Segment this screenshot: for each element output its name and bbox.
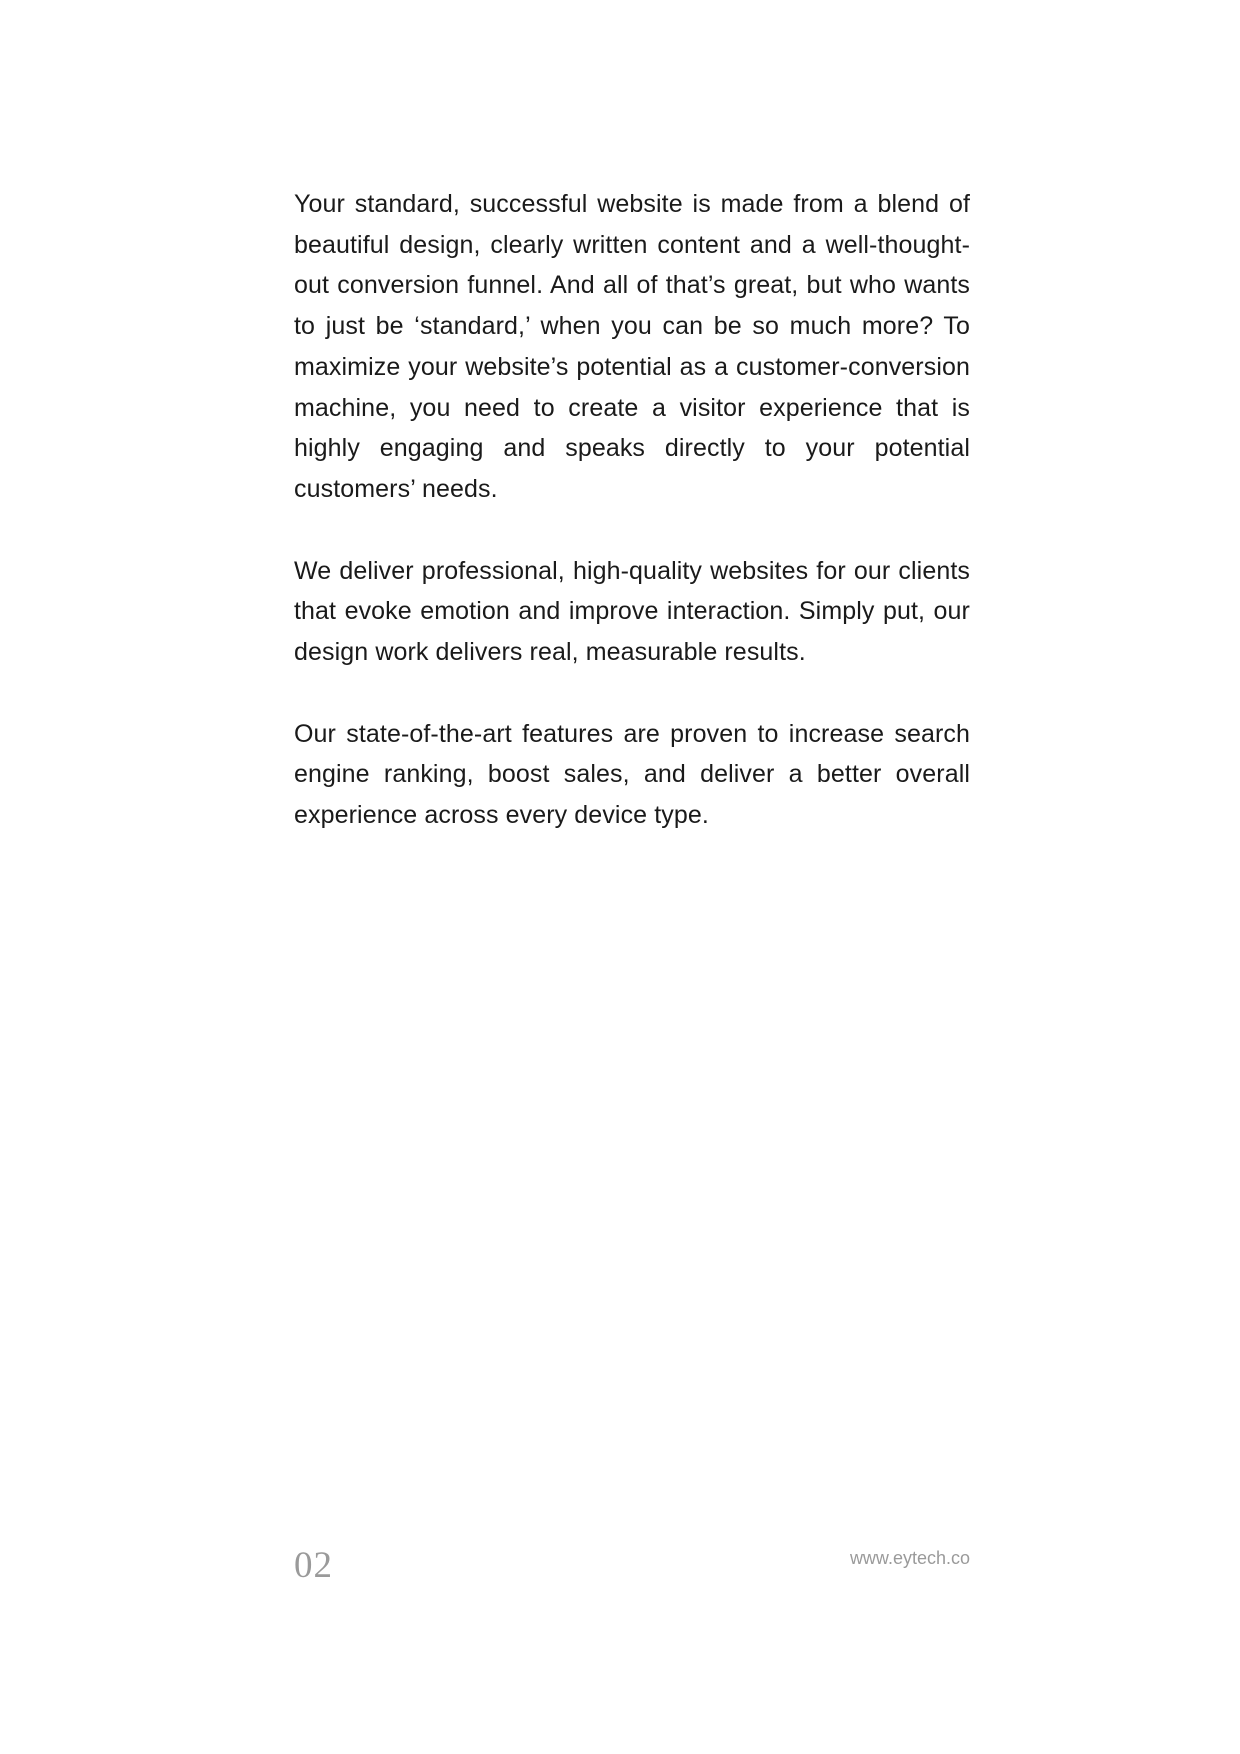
paragraph-delivery: We deliver professional, high-quality websites for our clients that evoke emotion and improve interaction. Simply put, our design work delivers real, measurable results. bbox=[294, 556, 970, 667]
paragraph-features: Our state-of-the-art features are proven to increase search engine ranking, boost sales, and deliver a better overall experience across every device type. bbox=[294, 719, 970, 830]
website-url: www.eytech.co bbox=[849, 1548, 970, 1568]
page-number: 02 bbox=[294, 1545, 333, 1586]
body-text bbox=[294, 184, 970, 877]
paragraph-intro: Your standard, successful website is made from a blend of beautiful design, clearly written content and a well-thought-out conversion funnel. And all of that’s great, but who wants to just be ‘standard,’ when you can be so much more? To maximize your website’s potential as a customer-conversion machine, you need to create a visitor experience that is highly engaging and speaks directly to your potential customers’ needs. bbox=[294, 190, 970, 503]
